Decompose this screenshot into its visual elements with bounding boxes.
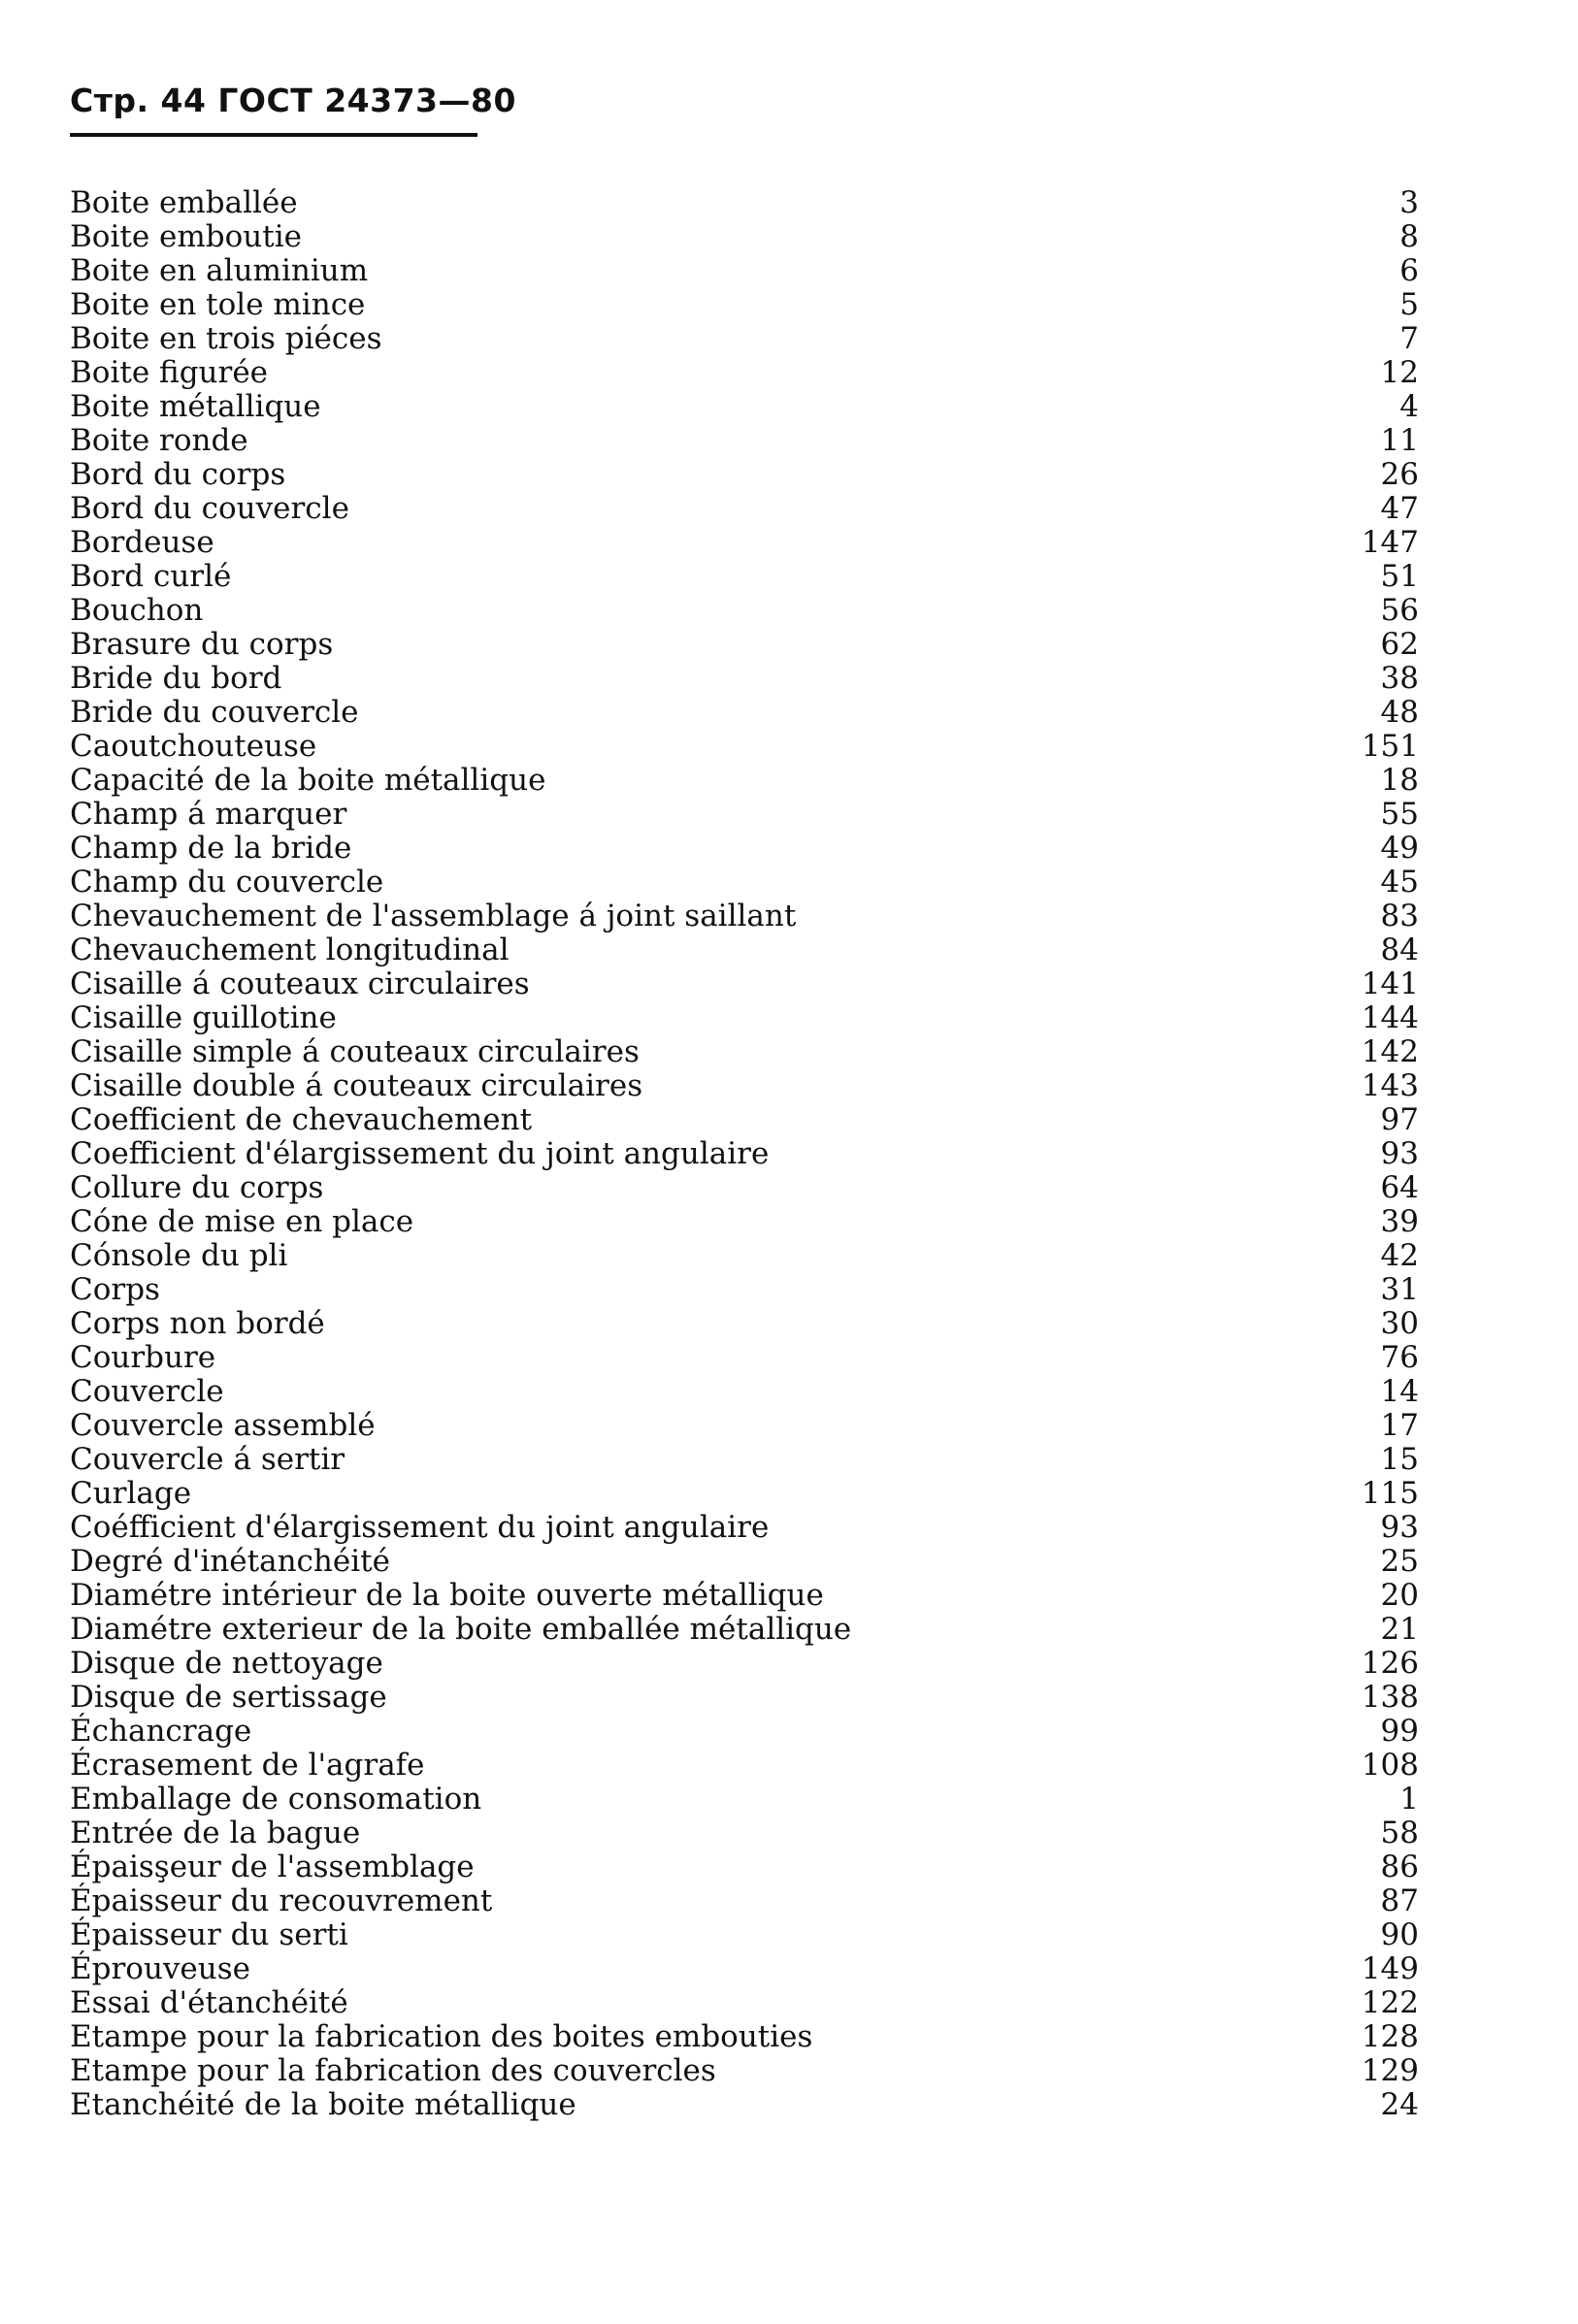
index-term: Emballage de consomation <box>70 1782 482 1817</box>
index-term: Etanchéité de la boite métallique <box>70 2087 576 2122</box>
index-term: Coéfficient d'élargissement du joint angulaire <box>70 1510 770 1545</box>
index-entry <box>70 424 1429 458</box>
index-term: Boite emballée <box>70 185 298 220</box>
index-entry <box>70 1884 1429 1918</box>
index-number: 58 <box>1380 1816 1419 1850</box>
index-entry <box>70 1239 1429 1273</box>
index-term: Etampe pour la fabrication des couvercles <box>70 2053 716 2088</box>
index-number: 87 <box>1380 1883 1419 1918</box>
index-term: Courbure <box>70 1340 216 1375</box>
index-term: Champ á marquer <box>70 797 347 832</box>
index-term: Boite en tole mince <box>70 287 366 322</box>
index-number: 142 <box>1361 1034 1419 1069</box>
index-term: Disque de nettoyage <box>70 1646 383 1681</box>
index-number: 126 <box>1361 1646 1419 1681</box>
index-number: 39 <box>1380 1204 1419 1239</box>
index-number: 64 <box>1380 1170 1419 1205</box>
index-entry <box>70 900 1429 933</box>
index-number: 93 <box>1380 1510 1419 1545</box>
index-number: 45 <box>1380 865 1419 900</box>
index-entry <box>70 492 1429 526</box>
index-entry <box>70 696 1429 730</box>
term-index-list <box>70 186 1429 2122</box>
index-number: 15 <box>1380 1442 1419 1477</box>
index-number: 55 <box>1380 797 1419 832</box>
index-number: 24 <box>1380 2087 1419 2122</box>
index-number: 5 <box>1399 287 1419 322</box>
index-entry <box>70 1545 1429 1579</box>
index-entry <box>70 220 1429 254</box>
index-number: 6 <box>1399 253 1419 288</box>
index-number: 21 <box>1380 1612 1419 1647</box>
index-number: 129 <box>1361 2053 1419 2088</box>
index-term: Bord curlé <box>70 559 232 594</box>
index-number: 99 <box>1380 1714 1419 1749</box>
index-entry <box>70 730 1429 764</box>
index-number: 42 <box>1380 1238 1419 1273</box>
index-term: Boite emboutie <box>70 219 302 254</box>
index-term: Entrée de la bague <box>70 1816 361 1850</box>
index-number: 3 <box>1399 185 1419 220</box>
index-term: Coefficient de chevauchement <box>70 1102 533 1137</box>
index-term: Chevauchement de l'assemblage á joint saillant <box>70 899 797 933</box>
index-term: Cóne de mise en place <box>70 1204 414 1239</box>
index-number: 51 <box>1380 559 1419 594</box>
index-entry <box>70 1918 1429 1952</box>
index-entry <box>70 1613 1429 1647</box>
index-entry <box>70 1307 1429 1341</box>
index-number: 138 <box>1361 1680 1419 1715</box>
index-entry <box>70 1511 1429 1545</box>
index-term: Cisaille simple á couteaux circulaires <box>70 1034 640 1069</box>
index-term: Couvercle <box>70 1374 224 1409</box>
index-entry <box>70 1375 1429 1409</box>
index-number: 18 <box>1380 763 1419 798</box>
index-term: Caoutchouteuse <box>70 729 317 764</box>
index-term: Couvercle á sertir <box>70 1442 345 1477</box>
index-term: Couvercle assemblé <box>70 1408 376 1443</box>
index-entry <box>70 967 1429 1001</box>
index-term: Cisaille double á couteaux circulaires <box>70 1068 643 1103</box>
index-term: Diamétre intérieur de la boite ouverte métallique <box>70 1578 824 1613</box>
index-term: Boite figurée <box>70 355 269 390</box>
index-term: Capacité de la boite métallique <box>70 763 546 798</box>
index-entry <box>70 186 1429 220</box>
index-number: 141 <box>1361 966 1419 1001</box>
index-number: 11 <box>1380 423 1419 458</box>
index-number: 49 <box>1380 831 1419 866</box>
index-number: 8 <box>1399 219 1419 254</box>
index-number: 62 <box>1380 627 1419 662</box>
index-entry <box>70 1341 1429 1375</box>
index-number: 149 <box>1361 1951 1419 1986</box>
index-entry <box>70 1579 1429 1613</box>
index-number: 7 <box>1399 321 1419 356</box>
index-number: 108 <box>1361 1748 1419 1783</box>
index-term: Coefficient d'élargissement du joint angulaire <box>70 1136 770 1171</box>
index-number: 56 <box>1380 593 1419 628</box>
index-term: Degré d'inétanchéité <box>70 1544 390 1579</box>
index-number: 76 <box>1380 1340 1419 1375</box>
index-term: Boite en trois piéces <box>70 321 382 356</box>
index-number: 48 <box>1380 695 1419 730</box>
index-entry <box>70 1103 1429 1137</box>
index-entry <box>70 254 1429 288</box>
index-entry <box>70 1477 1429 1511</box>
index-entry <box>70 866 1429 900</box>
index-entry <box>70 628 1429 662</box>
index-number: 1 <box>1399 1782 1419 1817</box>
index-term: Boite ronde <box>70 423 248 458</box>
index-entry <box>70 662 1429 696</box>
index-number: 93 <box>1380 1136 1419 1171</box>
index-entry <box>70 390 1429 424</box>
index-entry <box>70 322 1429 356</box>
index-term: Éprouveuse <box>70 1951 250 1986</box>
index-entry <box>70 933 1429 967</box>
index-term: Boite en aluminium <box>70 253 369 288</box>
index-entry <box>70 1817 1429 1850</box>
index-term: Bride du bord <box>70 661 282 696</box>
index-number: 128 <box>1361 2019 1419 2054</box>
index-term: Champ de la bride <box>70 831 352 866</box>
index-term: Essai d'étanchéité <box>70 1985 348 2020</box>
index-entry <box>70 1783 1429 1817</box>
index-term: Corps <box>70 1272 160 1307</box>
index-number: 83 <box>1380 899 1419 933</box>
index-entry <box>70 2054 1429 2088</box>
index-number: 30 <box>1380 1306 1419 1341</box>
index-term: Bord du corps <box>70 457 286 492</box>
index-number: 17 <box>1380 1408 1419 1443</box>
index-number: 31 <box>1380 1272 1419 1307</box>
index-entry <box>70 1986 1429 2020</box>
page-header-text: Стр. 44 ГОСТ 24373—80 <box>70 82 516 119</box>
index-entry <box>70 288 1429 322</box>
index-number: 144 <box>1361 1000 1419 1035</box>
index-entry <box>70 1001 1429 1035</box>
index-entry <box>70 560 1429 594</box>
index-entry <box>70 594 1429 628</box>
index-entry <box>70 1952 1429 1986</box>
index-term: Disque de sertissage <box>70 1680 387 1715</box>
index-number: 86 <box>1380 1849 1419 1884</box>
index-number: 115 <box>1361 1476 1419 1511</box>
index-number: 84 <box>1380 933 1419 967</box>
index-term: Écrasement de l'agrafe <box>70 1748 425 1783</box>
index-term: Bord du couvercle <box>70 491 349 526</box>
index-entry <box>70 1749 1429 1783</box>
index-entry <box>70 1850 1429 1884</box>
page-header <box>70 82 516 137</box>
index-entry <box>70 2020 1429 2054</box>
index-term: Épaisseur du recouvrement <box>70 1883 493 1918</box>
index-term: Chevauchement longitudinal <box>70 933 510 967</box>
index-term: Diamétre exterieur de la boite emballée métallique <box>70 1612 852 1647</box>
index-term: Collure du corps <box>70 1170 324 1205</box>
index-term: Etampe pour la fabrication des boites embouties <box>70 2019 813 2054</box>
index-entry <box>70 1069 1429 1103</box>
index-number: 4 <box>1399 389 1419 424</box>
index-entry <box>70 1171 1429 1205</box>
index-number: 26 <box>1380 457 1419 492</box>
index-term: Bride du couvercle <box>70 695 359 730</box>
index-number: 151 <box>1361 729 1419 764</box>
index-number: 12 <box>1380 355 1419 390</box>
index-entry <box>70 2088 1429 2122</box>
index-term: Épaisşeur de l'assemblage <box>70 1849 475 1884</box>
index-entry <box>70 1273 1429 1307</box>
index-number: 143 <box>1361 1068 1419 1103</box>
index-number: 90 <box>1380 1917 1419 1952</box>
index-term: Cisaille á couteaux circulaires <box>70 966 530 1001</box>
index-term: Cisaille guillotine <box>70 1000 337 1035</box>
index-entry <box>70 832 1429 866</box>
index-entry <box>70 458 1429 492</box>
index-entry <box>70 1205 1429 1239</box>
index-number: 25 <box>1380 1544 1419 1579</box>
index-number: 38 <box>1380 661 1419 696</box>
index-term: Curlage <box>70 1476 192 1511</box>
index-number: 122 <box>1361 1985 1419 2020</box>
index-entry <box>70 1035 1429 1069</box>
header-rule <box>70 133 477 137</box>
index-term: Bordeuse <box>70 525 214 560</box>
index-term: Échancrage <box>70 1714 252 1749</box>
index-term: Champ du couvercle <box>70 865 384 900</box>
index-term: Cónsole du pli <box>70 1238 288 1273</box>
index-term: Épaisseur du serti <box>70 1917 348 1952</box>
index-entry <box>70 356 1429 390</box>
index-entry <box>70 1647 1429 1681</box>
index-entry <box>70 1715 1429 1749</box>
index-term: Boite métallique <box>70 389 321 424</box>
index-number: 147 <box>1361 525 1419 560</box>
index-entry <box>70 798 1429 832</box>
index-entry <box>70 1137 1429 1171</box>
index-entry <box>70 1681 1429 1715</box>
index-number: 97 <box>1380 1102 1419 1137</box>
index-entry <box>70 764 1429 798</box>
index-entry <box>70 1443 1429 1477</box>
index-term: Brasure du corps <box>70 627 334 662</box>
index-term: Corps non bordé <box>70 1306 325 1341</box>
index-number: 20 <box>1380 1578 1419 1613</box>
index-entry <box>70 1409 1429 1443</box>
index-term: Bouchon <box>70 593 204 628</box>
index-number: 47 <box>1380 491 1419 526</box>
index-entry <box>70 526 1429 560</box>
index-number: 14 <box>1380 1374 1419 1409</box>
